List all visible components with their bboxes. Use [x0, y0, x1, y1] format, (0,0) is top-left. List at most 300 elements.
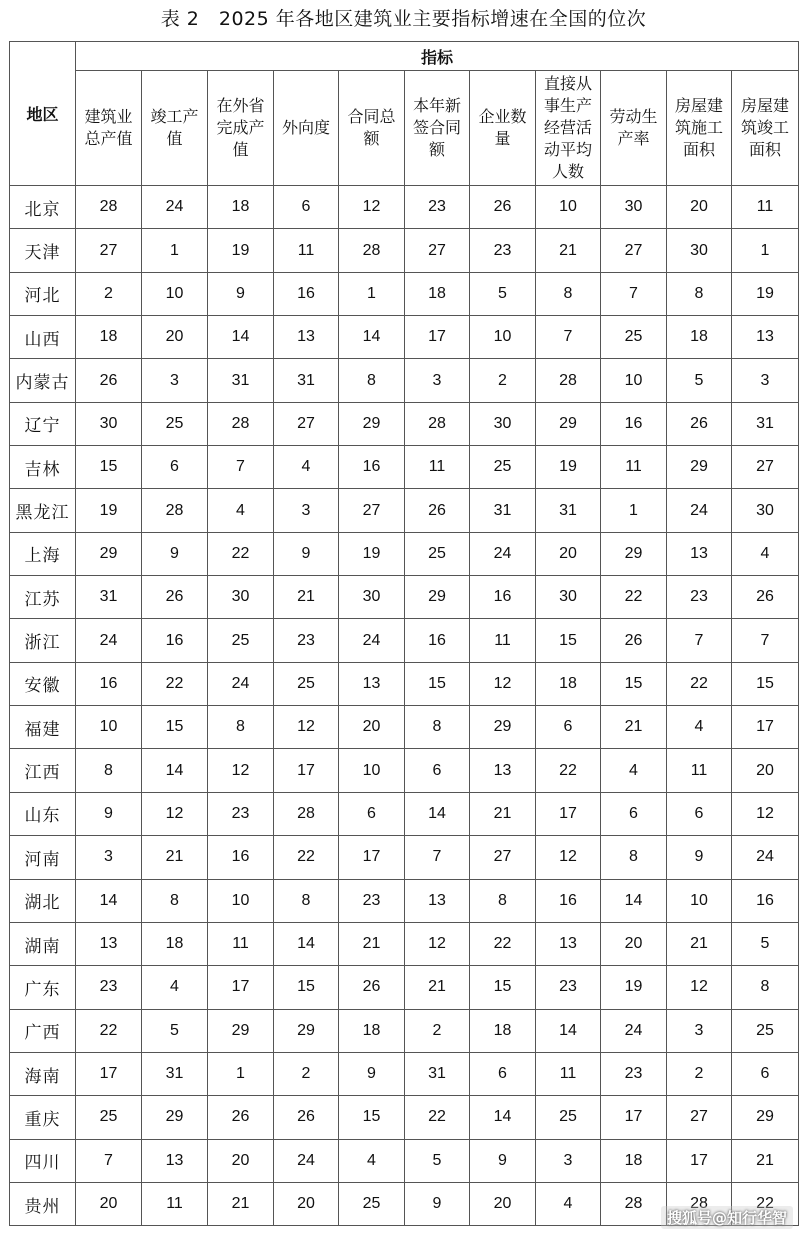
rank-cell: 18: [405, 272, 470, 315]
rank-cell: 4: [274, 446, 339, 489]
rank-cell: 25: [601, 316, 667, 359]
region-cell: 山东: [10, 792, 76, 835]
rank-cell: 10: [339, 749, 405, 792]
rank-cell: 6: [732, 1052, 799, 1095]
rank-cell: 24: [208, 662, 274, 705]
rank-cell: 11: [470, 619, 536, 662]
rank-cell: 18: [76, 316, 142, 359]
rank-cell: 10: [667, 879, 732, 922]
rank-cell: 17: [208, 966, 274, 1009]
rank-cell: 29: [405, 576, 470, 619]
column-header: 合同总额: [339, 71, 405, 186]
rank-cell: 29: [536, 402, 601, 445]
rank-cell: 28: [536, 359, 601, 402]
rank-cell: 21: [732, 1139, 799, 1182]
rank-cell: 15: [76, 446, 142, 489]
region-cell: 四川: [10, 1139, 76, 1182]
rank-cell: 8: [274, 879, 339, 922]
rank-cell: 12: [274, 706, 339, 749]
rank-cell: 9: [76, 792, 142, 835]
table-row: [10, 576, 799, 619]
rank-cell: 28: [405, 402, 470, 445]
rank-cell: 22: [470, 922, 536, 965]
table-row: [10, 532, 799, 575]
rank-cell: 15: [405, 662, 470, 705]
rank-cell: 5: [470, 272, 536, 315]
rank-cell: 8: [536, 272, 601, 315]
rank-cell: 28: [76, 186, 142, 229]
rank-cell: 21: [142, 836, 208, 879]
rank-cell: 23: [470, 229, 536, 272]
rank-cell: 13: [536, 922, 601, 965]
rank-cell: 27: [405, 229, 470, 272]
rank-cell: 27: [274, 402, 339, 445]
rank-cell: 9: [405, 1182, 470, 1225]
rank-cell: 16: [536, 879, 601, 922]
rank-cell: 6: [601, 792, 667, 835]
rank-cell: 6: [470, 1052, 536, 1095]
rank-cell: 13: [732, 316, 799, 359]
rank-cell: 23: [274, 619, 339, 662]
rank-cell: 19: [732, 272, 799, 315]
region-cell: 浙江: [10, 619, 76, 662]
rank-cell: 20: [339, 706, 405, 749]
rank-cell: 5: [142, 1009, 208, 1052]
rank-cell: 31: [142, 1052, 208, 1095]
rank-cell: 14: [405, 792, 470, 835]
rank-cell: 13: [142, 1139, 208, 1182]
rank-cell: 24: [601, 1009, 667, 1052]
rank-cell: 18: [601, 1139, 667, 1182]
rank-cell: 23: [536, 966, 601, 1009]
table-row: [10, 272, 799, 315]
rank-cell: 29: [667, 446, 732, 489]
rank-cell: 28: [208, 402, 274, 445]
rank-cell: 3: [667, 1009, 732, 1052]
rank-cell: 23: [339, 879, 405, 922]
rank-cell: 26: [339, 966, 405, 1009]
region-cell: 贵州: [10, 1182, 76, 1225]
rank-cell: 16: [142, 619, 208, 662]
region-cell: 河南: [10, 836, 76, 879]
rank-cell: 24: [732, 836, 799, 879]
rank-cell: 10: [536, 186, 601, 229]
rank-cell: 21: [667, 922, 732, 965]
rank-cell: 16: [470, 576, 536, 619]
rank-cell: 19: [76, 489, 142, 532]
rank-cell: 7: [76, 1139, 142, 1182]
table-row: [10, 402, 799, 445]
rank-cell: 19: [208, 229, 274, 272]
table-row: [10, 966, 799, 1009]
watermark: 搜狐号@知行华智: [661, 1206, 793, 1229]
rank-cell: 2: [470, 359, 536, 402]
rank-cell: 23: [601, 1052, 667, 1095]
rank-cell: 26: [405, 489, 470, 532]
region-cell: 辽宁: [10, 402, 76, 445]
rank-cell: 14: [536, 1009, 601, 1052]
rank-cell: 17: [76, 1052, 142, 1095]
rank-cell: 14: [142, 749, 208, 792]
rank-cell: 21: [339, 922, 405, 965]
rank-cell: 15: [536, 619, 601, 662]
region-cell: 广西: [10, 1009, 76, 1052]
rank-cell: 16: [274, 272, 339, 315]
column-header: 企业数量: [470, 71, 536, 186]
rank-cell: 15: [470, 966, 536, 1009]
rank-cell: 22: [601, 576, 667, 619]
rank-cell: 8: [732, 966, 799, 1009]
rank-cell: 3: [405, 359, 470, 402]
column-header: 直接从事生产经营活动平均人数: [536, 71, 601, 186]
column-header: 劳动生产率: [601, 71, 667, 186]
rank-cell: 18: [470, 1009, 536, 1052]
rank-cell: 4: [667, 706, 732, 749]
region-cell: 湖北: [10, 879, 76, 922]
rank-cell: 16: [601, 402, 667, 445]
table-row: [10, 619, 799, 662]
rank-cell: 22: [536, 749, 601, 792]
rank-cell: 2: [667, 1052, 732, 1095]
rank-cell: 15: [732, 662, 799, 705]
rank-cell: 29: [274, 1009, 339, 1052]
table-row: [10, 316, 799, 359]
rank-cell: 30: [208, 576, 274, 619]
rank-cell: 20: [208, 1139, 274, 1182]
rank-cell: 26: [142, 576, 208, 619]
rank-cell: 16: [339, 446, 405, 489]
rank-cell: 13: [405, 879, 470, 922]
rank-cell: 11: [142, 1182, 208, 1225]
rank-cell: 22: [732, 1182, 799, 1225]
region-cell: 海南: [10, 1052, 76, 1095]
rank-cell: 22: [405, 1096, 470, 1139]
rank-cell: 28: [601, 1182, 667, 1225]
rank-cell: 9: [470, 1139, 536, 1182]
rank-cell: 3: [536, 1139, 601, 1182]
rank-cell: 19: [536, 446, 601, 489]
table-row: [10, 749, 799, 792]
rank-cell: 6: [536, 706, 601, 749]
rank-cell: 17: [274, 749, 339, 792]
table-title: 表 2 2025 年各地区建筑业主要指标增速在全国的位次: [160, 8, 647, 30]
rank-cell: 25: [76, 1096, 142, 1139]
rank-cell: 13: [667, 532, 732, 575]
region-cell: 安徽: [10, 662, 76, 705]
table-row: [10, 229, 799, 272]
rank-cell: 24: [76, 619, 142, 662]
rank-cell: 12: [667, 966, 732, 1009]
rank-cell: 11: [405, 446, 470, 489]
rank-cell: 10: [470, 316, 536, 359]
rank-cell: 3: [142, 359, 208, 402]
rank-cell: 22: [274, 836, 339, 879]
rank-cell: 7: [536, 316, 601, 359]
rank-cell: 24: [142, 186, 208, 229]
table-row: [10, 1052, 799, 1095]
column-header: 本年新签合同额: [405, 71, 470, 186]
rank-cell: 21: [601, 706, 667, 749]
rank-cell: 27: [339, 489, 405, 532]
rank-cell: 7: [405, 836, 470, 879]
rank-cell: 13: [76, 922, 142, 965]
rank-cell: 3: [732, 359, 799, 402]
rank-cell: 7: [601, 272, 667, 315]
rank-cell: 19: [601, 966, 667, 1009]
rank-cell: 12: [732, 792, 799, 835]
rank-cell: 17: [732, 706, 799, 749]
rank-cell: 6: [274, 186, 339, 229]
rank-cell: 1: [208, 1052, 274, 1095]
rank-cell: 29: [470, 706, 536, 749]
rank-cell: 29: [732, 1096, 799, 1139]
rank-cell: 25: [339, 1182, 405, 1225]
rank-cell: 6: [667, 792, 732, 835]
rank-cell: 1: [339, 272, 405, 315]
region-cell: 重庆: [10, 1096, 76, 1139]
rank-cell: 28: [274, 792, 339, 835]
column-header: 建筑业总产值: [76, 71, 142, 186]
rank-cell: 13: [274, 316, 339, 359]
rank-cell: 10: [208, 879, 274, 922]
rank-cell: 18: [142, 922, 208, 965]
region-cell: 湖南: [10, 922, 76, 965]
table-body: [10, 186, 799, 1226]
rank-cell: 14: [601, 879, 667, 922]
rank-cell: 31: [732, 402, 799, 445]
region-cell: 内蒙古: [10, 359, 76, 402]
rank-cell: 14: [76, 879, 142, 922]
rank-cell: 4: [732, 532, 799, 575]
rank-cell: 7: [732, 619, 799, 662]
region-cell: 天津: [10, 229, 76, 272]
rank-cell: 31: [208, 359, 274, 402]
region-cell: 江苏: [10, 576, 76, 619]
rank-cell: 9: [667, 836, 732, 879]
rank-cell: 30: [339, 576, 405, 619]
rank-cell: 24: [274, 1139, 339, 1182]
table-row: [10, 879, 799, 922]
rank-cell: 27: [732, 446, 799, 489]
rank-cell: 6: [339, 792, 405, 835]
rank-cell: 30: [76, 402, 142, 445]
indicator-group-header: 指标: [76, 42, 799, 71]
rank-cell: 8: [405, 706, 470, 749]
region-cell: 广东: [10, 966, 76, 1009]
rank-cell: 20: [536, 532, 601, 575]
region-cell: 吉林: [10, 446, 76, 489]
rank-cell: 9: [339, 1052, 405, 1095]
rank-cell: 1: [732, 229, 799, 272]
rank-cell: 25: [208, 619, 274, 662]
rank-cell: 6: [405, 749, 470, 792]
rank-cell: 15: [339, 1096, 405, 1139]
rank-cell: 26: [601, 619, 667, 662]
rank-cell: 1: [142, 229, 208, 272]
rank-cell: 12: [142, 792, 208, 835]
rank-cell: 22: [76, 1009, 142, 1052]
region-cell: 江西: [10, 749, 76, 792]
rank-cell: 9: [208, 272, 274, 315]
rank-cell: 9: [142, 532, 208, 575]
rank-cell: 30: [601, 186, 667, 229]
ranking-table: [9, 41, 799, 1226]
rank-cell: 27: [470, 836, 536, 879]
rank-cell: 20: [142, 316, 208, 359]
rank-cell: 2: [274, 1052, 339, 1095]
rank-cell: 20: [667, 186, 732, 229]
rank-cell: 7: [208, 446, 274, 489]
rank-cell: 25: [732, 1009, 799, 1052]
rank-cell: 26: [208, 1096, 274, 1139]
table-row: [10, 446, 799, 489]
rank-cell: 10: [76, 706, 142, 749]
rank-cell: 20: [76, 1182, 142, 1225]
rank-cell: 10: [142, 272, 208, 315]
region-cell: 黑龙江: [10, 489, 76, 532]
rank-cell: 8: [667, 272, 732, 315]
rank-cell: 22: [142, 662, 208, 705]
table-row: [10, 1096, 799, 1139]
table-row: [10, 792, 799, 835]
rank-cell: 17: [601, 1096, 667, 1139]
rank-cell: 12: [339, 186, 405, 229]
rank-cell: 11: [536, 1052, 601, 1095]
rank-cell: 4: [208, 489, 274, 532]
table-row: [10, 1139, 799, 1182]
rank-cell: 25: [405, 532, 470, 575]
rank-cell: 12: [536, 836, 601, 879]
rank-cell: 9: [274, 532, 339, 575]
rank-cell: 13: [470, 749, 536, 792]
rank-cell: 30: [667, 229, 732, 272]
rank-cell: 11: [667, 749, 732, 792]
rank-cell: 25: [536, 1096, 601, 1139]
rank-cell: 4: [601, 749, 667, 792]
rank-cell: 27: [76, 229, 142, 272]
rank-cell: 24: [470, 532, 536, 575]
rank-cell: 14: [470, 1096, 536, 1139]
rank-cell: 22: [208, 532, 274, 575]
rank-cell: 21: [405, 966, 470, 1009]
rank-cell: 21: [536, 229, 601, 272]
rank-cell: 31: [274, 359, 339, 402]
rank-cell: 23: [667, 576, 732, 619]
rank-cell: 30: [470, 402, 536, 445]
rank-cell: 18: [208, 186, 274, 229]
rank-cell: 4: [536, 1182, 601, 1225]
rank-cell: 26: [667, 402, 732, 445]
rank-cell: 25: [274, 662, 339, 705]
table-row: [10, 662, 799, 705]
rank-cell: 4: [339, 1139, 405, 1182]
rank-cell: 29: [208, 1009, 274, 1052]
table-row: [10, 1009, 799, 1052]
rank-cell: 8: [470, 879, 536, 922]
rank-cell: 8: [339, 359, 405, 402]
column-header: 房屋建筑竣工面积: [732, 71, 799, 186]
rank-cell: 18: [536, 662, 601, 705]
rank-cell: 21: [274, 576, 339, 619]
table-row: [10, 836, 799, 879]
rank-cell: 31: [76, 576, 142, 619]
table-row: [10, 489, 799, 532]
rank-cell: 26: [470, 186, 536, 229]
rank-cell: 20: [732, 749, 799, 792]
rank-cell: 4: [142, 966, 208, 1009]
region-column-header: 地区: [10, 42, 76, 186]
rank-cell: 8: [601, 836, 667, 879]
rank-cell: 28: [142, 489, 208, 532]
rank-cell: 16: [208, 836, 274, 879]
rank-cell: 17: [339, 836, 405, 879]
rank-cell: 23: [208, 792, 274, 835]
rank-cell: 8: [76, 749, 142, 792]
rank-cell: 12: [470, 662, 536, 705]
rank-cell: 26: [76, 359, 142, 402]
rank-cell: 15: [274, 966, 339, 1009]
rank-cell: 24: [339, 619, 405, 662]
rank-cell: 31: [405, 1052, 470, 1095]
column-header: 外向度: [274, 71, 339, 186]
rank-cell: 20: [601, 922, 667, 965]
rank-cell: 25: [470, 446, 536, 489]
rank-cell: 11: [732, 186, 799, 229]
rank-cell: 12: [405, 922, 470, 965]
rank-cell: 23: [405, 186, 470, 229]
rank-cell: 14: [274, 922, 339, 965]
rank-cell: 10: [601, 359, 667, 402]
rank-cell: 1: [601, 489, 667, 532]
rank-cell: 15: [601, 662, 667, 705]
rank-cell: 14: [208, 316, 274, 359]
region-cell: 山西: [10, 316, 76, 359]
rank-cell: 17: [536, 792, 601, 835]
rank-cell: 5: [667, 359, 732, 402]
rank-cell: 26: [274, 1096, 339, 1139]
rank-cell: 8: [208, 706, 274, 749]
column-header: 在外省完成产值: [208, 71, 274, 186]
rank-cell: 21: [470, 792, 536, 835]
rank-cell: 30: [732, 489, 799, 532]
rank-cell: 27: [667, 1096, 732, 1139]
rank-cell: 22: [667, 662, 732, 705]
region-cell: 北京: [10, 186, 76, 229]
column-header: 竣工产值: [142, 71, 208, 186]
rank-cell: 11: [601, 446, 667, 489]
rank-cell: 16: [405, 619, 470, 662]
column-header-row: [10, 71, 799, 186]
rank-cell: 19: [339, 532, 405, 575]
rank-cell: 23: [76, 966, 142, 1009]
rank-cell: 30: [536, 576, 601, 619]
rank-cell: 15: [142, 706, 208, 749]
column-header: 房屋建筑施工面积: [667, 71, 732, 186]
rank-cell: 31: [470, 489, 536, 532]
rank-cell: 31: [536, 489, 601, 532]
rank-cell: 13: [339, 662, 405, 705]
region-cell: 福建: [10, 706, 76, 749]
rank-cell: 2: [405, 1009, 470, 1052]
table-row: [10, 359, 799, 402]
rank-cell: 29: [339, 402, 405, 445]
rank-cell: 18: [667, 316, 732, 359]
table-row: [10, 706, 799, 749]
rank-cell: 5: [732, 922, 799, 965]
rank-cell: 28: [667, 1182, 732, 1225]
rank-cell: 17: [405, 316, 470, 359]
rank-cell: 20: [274, 1182, 339, 1225]
